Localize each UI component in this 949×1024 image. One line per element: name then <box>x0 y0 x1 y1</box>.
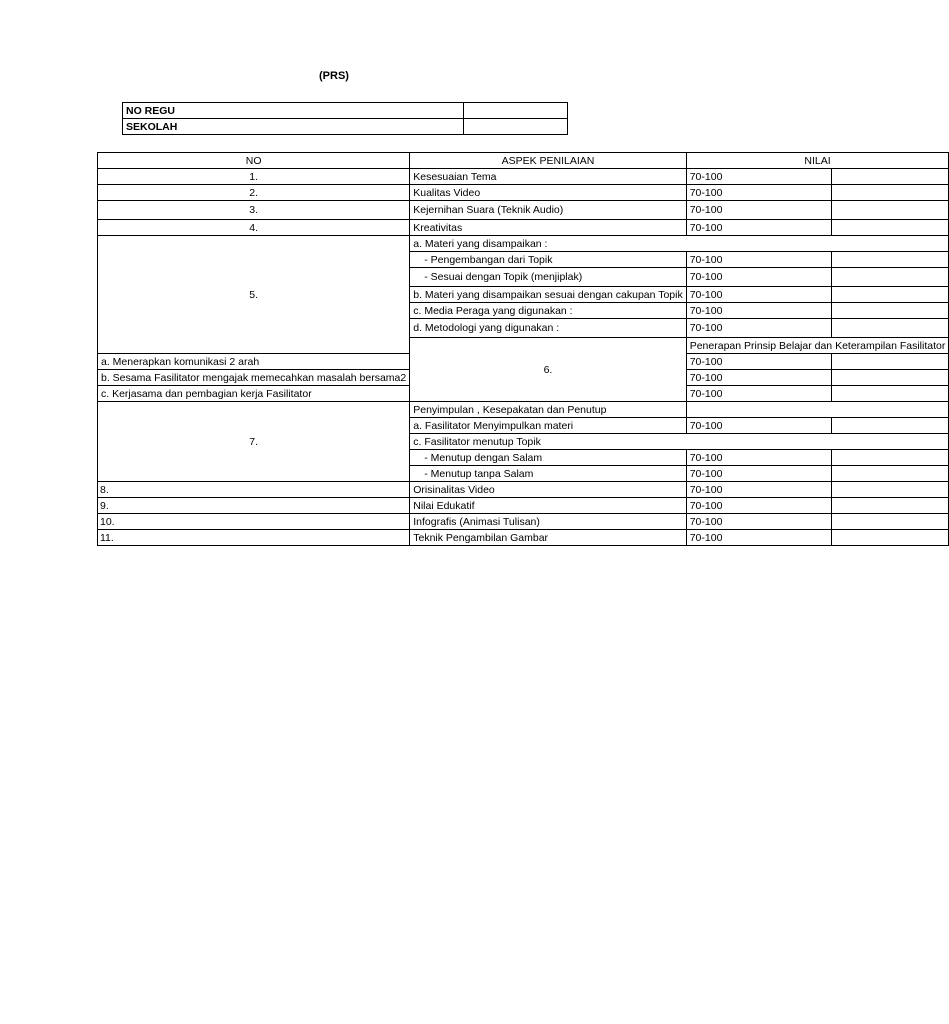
row-aspek: - Sesuai dengan Topik (menjiplak) <box>410 268 686 287</box>
score-cell[interactable] <box>831 252 949 268</box>
row-aspek: a. Menerapkan komunikasi 2 arah <box>98 354 410 370</box>
row-aspek: Kualitas Video <box>410 185 686 201</box>
score-cell[interactable] <box>831 287 949 303</box>
row-number: 9. <box>98 498 410 514</box>
page-title: (PRS) <box>319 70 349 82</box>
score-cell[interactable] <box>831 498 949 514</box>
row-range: 70-100 <box>686 530 831 546</box>
row-range: 70-100 <box>686 418 831 434</box>
header-nilai: NILAI <box>686 153 949 169</box>
table-row <box>98 514 949 530</box>
table-row <box>98 530 949 546</box>
table-row <box>123 103 568 119</box>
empty-cell <box>686 402 949 418</box>
table-row <box>98 498 949 514</box>
table-row <box>98 220 949 236</box>
table-row <box>98 185 949 201</box>
score-cell[interactable] <box>831 268 949 287</box>
score-cell[interactable] <box>831 303 949 319</box>
row-aspek: Infografis (Animasi Tulisan) <box>410 514 686 530</box>
row-range: 70-100 <box>686 252 831 268</box>
row-range: 70-100 <box>686 201 831 220</box>
row-range: 70-100 <box>686 185 831 201</box>
row-aspek: Penerapan Prinsip Belajar dan Keterampilan Fasilitator <box>686 338 949 354</box>
row-range: 70-100 <box>686 319 831 338</box>
row-range: 70-100 <box>686 287 831 303</box>
header-aspek: ASPEK PENILAIAN <box>410 153 686 169</box>
row-range: 70-100 <box>686 370 831 386</box>
score-cell[interactable] <box>831 220 949 236</box>
row-range: 70-100 <box>686 169 831 185</box>
row-number: 10. <box>98 514 410 530</box>
score-cell[interactable] <box>831 514 949 530</box>
score-cell[interactable] <box>831 530 949 546</box>
row-aspek: c. Fasilitator menutup Topik <box>410 434 949 450</box>
row-range: 70-100 <box>686 303 831 319</box>
table-header-row <box>98 153 949 169</box>
row-number: 3. <box>98 201 410 220</box>
row-range: 70-100 <box>686 354 831 370</box>
score-cell[interactable] <box>831 466 949 482</box>
score-cell[interactable] <box>831 185 949 201</box>
table-row <box>98 236 949 252</box>
row-aspek: Kesesuaian Tema <box>410 169 686 185</box>
row-number: 7. <box>98 402 410 482</box>
table-row <box>98 482 949 498</box>
sekolah-label: SEKOLAH <box>123 119 464 135</box>
row-aspek: - Pengembangan dari Topik <box>410 252 686 268</box>
row-aspek: - Menutup tanpa Salam <box>410 466 686 482</box>
row-range: 70-100 <box>686 386 831 402</box>
table-row <box>98 169 949 185</box>
score-cell[interactable] <box>831 482 949 498</box>
row-aspek: a. Fasilitator Menyimpulkan materi <box>410 418 686 434</box>
row-number: 8. <box>98 482 410 498</box>
score-cell[interactable] <box>831 386 949 402</box>
table-row <box>123 119 568 135</box>
row-number: 5. <box>98 236 410 354</box>
row-number: 4. <box>98 220 410 236</box>
row-aspek: Kreativitas <box>410 220 686 236</box>
sekolah-value[interactable] <box>464 119 568 135</box>
row-aspek: c. Media Peraga yang digunakan : <box>410 303 686 319</box>
table-row <box>98 201 949 220</box>
row-aspek: d. Metodologi yang digunakan : <box>410 319 686 338</box>
row-aspek: c. Kerjasama dan pembagian kerja Fasilitator <box>98 386 410 402</box>
header-no: NO <box>98 153 410 169</box>
score-cell[interactable] <box>831 201 949 220</box>
info-table <box>122 102 568 135</box>
row-aspek: b. Materi yang disampaikan sesuai dengan cakupan Topik <box>410 287 686 303</box>
row-number: 6. <box>410 338 686 402</box>
no-regu-value[interactable] <box>464 103 568 119</box>
row-range: 70-100 <box>686 482 831 498</box>
row-number: 2. <box>98 185 410 201</box>
assessment-table <box>97 152 949 546</box>
row-aspek: Teknik Pengambilan Gambar <box>410 530 686 546</box>
row-aspek: - Menutup dengan Salam <box>410 450 686 466</box>
row-range: 70-100 <box>686 450 831 466</box>
row-range: 70-100 <box>686 220 831 236</box>
score-cell[interactable] <box>831 370 949 386</box>
row-aspek: Nilai Edukatif <box>410 498 686 514</box>
row-number: 11. <box>98 530 410 546</box>
score-cell[interactable] <box>831 418 949 434</box>
row-aspek: Penyimpulan , Kesepakatan dan Penutup <box>410 402 686 418</box>
score-cell[interactable] <box>831 319 949 338</box>
score-cell[interactable] <box>831 450 949 466</box>
row-range: 70-100 <box>686 498 831 514</box>
row-number: 1. <box>98 169 410 185</box>
row-range: 70-100 <box>686 268 831 287</box>
row-aspek: Orisinalitas Video <box>410 482 686 498</box>
row-aspek: Kejernihan Suara (Teknik Audio) <box>410 201 686 220</box>
row-aspek: b. Sesama Fasilitator mengajak memecahkan masalah bersama2 <box>98 370 410 386</box>
score-cell[interactable] <box>831 169 949 185</box>
table-row <box>98 402 949 418</box>
row-range: 70-100 <box>686 514 831 530</box>
score-cell[interactable] <box>831 354 949 370</box>
no-regu-label: NO REGU <box>123 103 464 119</box>
row-aspek: a. Materi yang disampaikan : <box>410 236 949 252</box>
row-range: 70-100 <box>686 466 831 482</box>
